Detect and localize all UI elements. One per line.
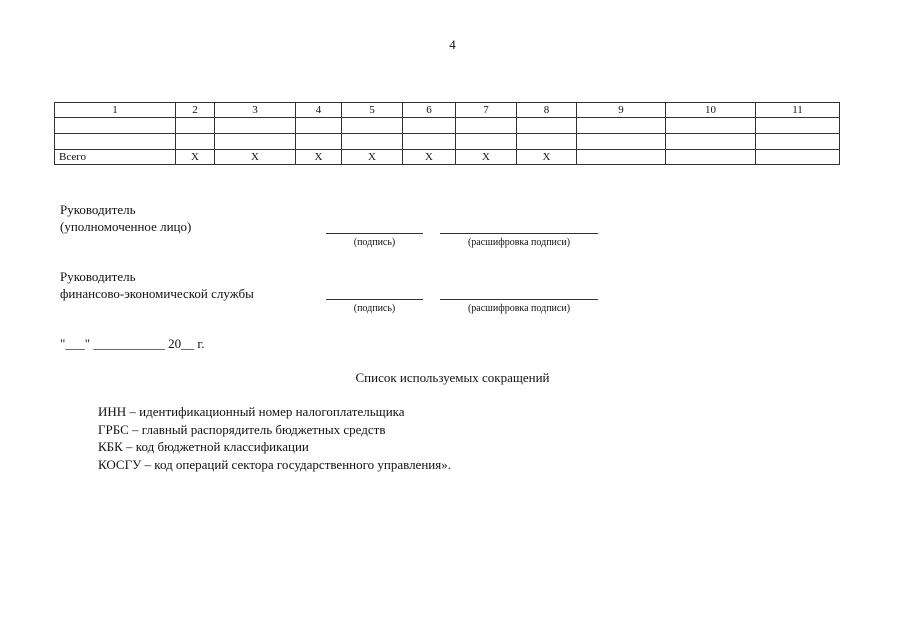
abbreviations-title: Список используемых сокращений [355,370,550,385]
column-number: 8 [517,103,577,118]
table-cell [342,118,403,134]
total-cell: Х [296,150,342,165]
head-signature-line [326,233,423,234]
table-cell [456,134,517,150]
table-total-row [55,150,840,165]
list-item: ГРБС – главный распорядитель бюджетных средств [98,421,386,437]
finance-head-signature-line [326,299,423,300]
table-cell [296,134,342,150]
abbreviations-list [98,403,451,473]
column-number: 1 [55,103,176,118]
table-cell [456,118,517,134]
table-cell [666,118,756,134]
finance-head-signature-caption: (подпись) [353,303,396,314]
finance-head-title-line2: финансово-экономической службы [60,286,254,301]
table-row [55,118,840,134]
total-cell [666,150,756,165]
total-cell: Х [403,150,456,165]
column-number: 10 [666,103,756,118]
table-cell [756,118,840,134]
table-cell [517,118,577,134]
list-item: КБК – код бюджетной классификации [98,439,309,454]
table-cell [176,118,215,134]
column-number: 11 [756,103,840,118]
table-cell [517,134,577,150]
column-number: 5 [342,103,403,118]
table-header-row [55,103,840,118]
table-cell [577,118,666,134]
table-cell [577,134,666,150]
total-cell: Х [517,150,577,165]
table-cell [215,134,296,150]
table-cell [55,118,176,134]
column-number: 3 [215,103,296,118]
total-cell [577,150,666,165]
list-item: КОСГУ – код операций сектора государственного управления». [98,456,451,472]
total-cell: Х [176,150,215,165]
total-label: Всего [55,150,176,165]
column-number: 7 [456,103,517,118]
head-decoding-line [440,233,598,234]
total-cell: Х [215,150,296,165]
total-cell [756,150,840,165]
finance-head-title-line1: Руководитель [60,269,136,284]
head-decoding-caption: (расшифровка подписи) [467,237,571,248]
head-title-line2: (уполномоченное лицо) [60,219,192,234]
table-cell [666,134,756,150]
column-number: 4 [296,103,342,118]
table-cell [342,134,403,150]
table-cell [215,118,296,134]
column-number: 6 [403,103,456,118]
date-line: "___" ___________ 20__ г. [60,336,205,351]
column-number: 2 [176,103,215,118]
table-cell [403,118,456,134]
finance-head-decoding-caption: (расшифровка подписи) [467,303,571,314]
report-table [54,102,840,165]
table-cell [55,134,176,150]
table-cell [403,134,456,150]
head-signature-caption: (подпись) [353,237,396,248]
table-cell [176,134,215,150]
list-item: ИНН – идентификационный номер налогоплательщика [98,404,405,419]
column-number: 9 [577,103,666,118]
total-cell: Х [456,150,517,165]
head-title-line1: Руководитель [60,202,136,217]
table-cell [296,118,342,134]
total-cell: Х [342,150,403,165]
finance-head-decoding-line [440,299,598,300]
table-row [55,134,840,150]
page-number: 4 [449,37,456,52]
table-cell [756,134,840,150]
